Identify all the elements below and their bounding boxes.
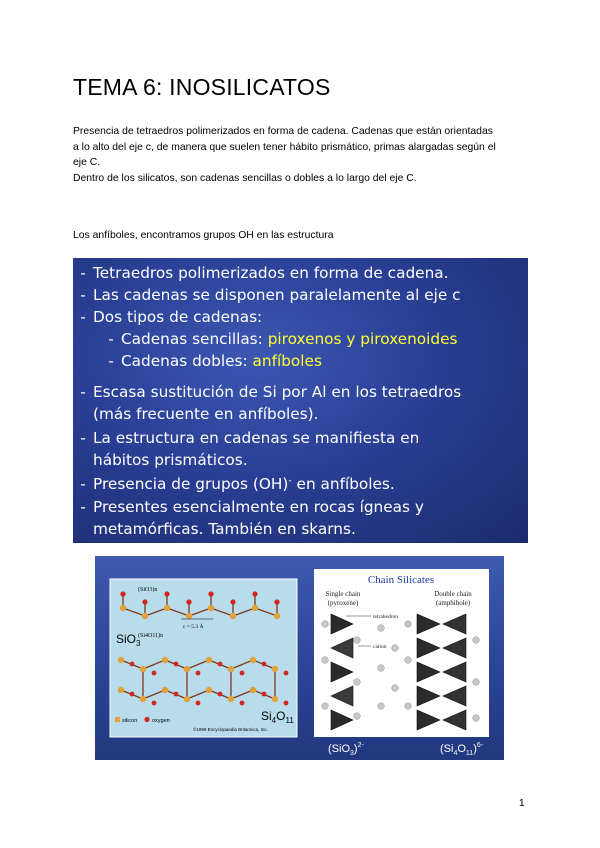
single-chain-label: Single chain [325,590,361,598]
legend-oxygen-swatch [144,717,149,722]
lattice-atom [284,701,289,706]
cation-ball [473,637,480,644]
lattice-atom [252,591,257,596]
lattice-atom [118,687,124,693]
page-title: TEMA 6: INOSILICATOS [73,74,331,100]
lattice-atom [252,605,258,611]
double-chain-label: Double chain [434,590,472,598]
lattice-atom [162,687,168,693]
lattice-atom [130,692,135,697]
lattice-atom [186,599,191,604]
chain-silicates-figure [95,556,504,760]
lattice-atom [218,662,223,667]
cation-ball [405,657,412,664]
lattice-atom [164,605,170,611]
panel-title: Chain Silicates [367,574,435,586]
lattice-atom [164,591,169,596]
lattice-atom [120,605,126,611]
lattice-atom [250,657,256,663]
lattice-atom [206,687,212,693]
lattice-atom [284,671,289,676]
formula-double-chain: $(Si_4O_{11})^{6-}$ [440,742,484,757]
tetrahedron-label: tetrahedron [373,614,399,620]
cation-label: cation [373,644,387,650]
intro-line: eje C. [73,157,101,168]
lattice-atom [140,696,146,702]
slide-sub-bullet: - Cadenas dobles: anfíboles [108,352,322,370]
legend-oxygen: oxygen [152,718,170,724]
cation-ball [322,657,329,664]
lattice-atom [250,687,256,693]
cation-ball [392,685,399,692]
cation-ball [322,703,329,710]
slide-bullet: - Presentes esencialmente en rocas ígneas y [80,498,424,516]
lattice-atom [272,696,278,702]
page-number: 1 [519,798,525,809]
legend-silicon-swatch [115,717,120,722]
lattice-atom [274,599,279,604]
single-chain-sub: (pyroxene) [327,599,359,607]
lattice-atom [142,613,148,619]
highlight-pyroxene: piroxenos y piroxenoides [267,330,458,348]
sio3-label: SiO$_3$ [116,632,141,648]
cation-ball [473,715,480,722]
lattice-atom [240,701,245,706]
lattice-atom [274,613,280,619]
intro-paragraph [73,124,543,171]
chain-label-top: (SiO3)n [138,587,158,593]
cation-ball [378,625,385,632]
si4o11-label: $Si_4O_{11}$ [261,709,294,725]
copyright: ©1996 Encyclopaedia Britannica, Inc. [193,727,268,732]
lattice-atom [142,599,147,604]
lattice-atom [272,666,278,672]
cation-ball [322,621,329,628]
intro-line: Presencia de tetraedros polimerizados en forma de cadena. Cadenas que están orientadas [73,126,493,137]
lattice-atom [228,666,234,672]
slide-bullet: - Las cadenas se disponen paralelamente al eje c [80,286,461,304]
intro-line: a lo alto del eje c, de manera que suelen tener hábito prismático, primas alargadas según el [73,141,496,153]
formula-single-chain: $(SiO_3)^{2-}$ [328,742,364,757]
lattice-atom [184,696,190,702]
lattice-atom [152,701,157,706]
cation-ball [354,637,361,644]
slide-bullet-cont: metamórficas. También en skarns. [93,520,356,538]
lattice-atom [218,692,223,697]
lattice-atom [208,591,213,596]
lattice-atom [262,662,267,667]
slide-bullet-cont: (más frecuente en anfíboles). [93,405,319,423]
chain-silicates-diagram [95,556,504,760]
lattice-atom [196,671,201,676]
double-chain-sub: (amphibole) [435,599,471,607]
lattice-atom [196,701,201,706]
cation-ball [354,679,361,686]
lattice-atom [240,671,245,676]
lattice-atom [130,662,135,667]
cation-ball [378,703,385,710]
cation-ball [405,621,412,628]
lattice-atom [152,671,157,676]
chain-label-mid: (Si4O11)n [138,633,164,639]
legend-silicon: silicon [122,718,138,724]
cation-ball [354,713,361,720]
cation-ball [473,679,480,686]
slide-bullet: - Dos tipos de cadenas: [80,308,263,326]
slide-sub-bullet: - Cadenas sencillas: piroxenos y piroxenoides [108,330,458,348]
slide-bullet-cont: hábitos prismáticos. [93,451,248,469]
lattice-atom [230,613,236,619]
intro-paragraph-2: Dentro de los silicatos, son cadenas sencillas o dobles a lo largo del eje C. [73,173,417,184]
lattice-atom [208,605,214,611]
slide-bullet: - Presencia de grupos (OH)- en anfíboles. [80,474,395,493]
lattice-atom [184,666,190,672]
summary-slide [73,258,528,543]
slide-bullet: - La estructura en cadenas se manifiesta en [80,429,420,447]
lattice-atom [174,662,179,667]
lattice-atom [120,591,125,596]
lattice-atom [140,666,146,672]
cation-ball [378,665,385,672]
lattice-atom [118,657,124,663]
dimension-label: c = 5.3 Å [183,624,204,630]
amphibole-note: Los anfíboles, encontramos grupos OH en las estructura [73,230,334,241]
cation-ball [405,703,412,710]
cation-ball [392,645,399,652]
lattice-atom [174,692,179,697]
slide-bullet: - Tetraedros polimerizados en forma de cadena. [80,264,449,282]
lattice-atom [162,657,168,663]
lattice-atom [230,599,235,604]
lattice-atom [228,696,234,702]
slide-bullet: - Escasa sustitución de Si por Al en los tetraedros [80,383,462,401]
lattice-atom [262,692,267,697]
lattice-atom [206,657,212,663]
highlight-amphibole: anfíboles [252,352,322,370]
lattice-atom [186,613,192,619]
